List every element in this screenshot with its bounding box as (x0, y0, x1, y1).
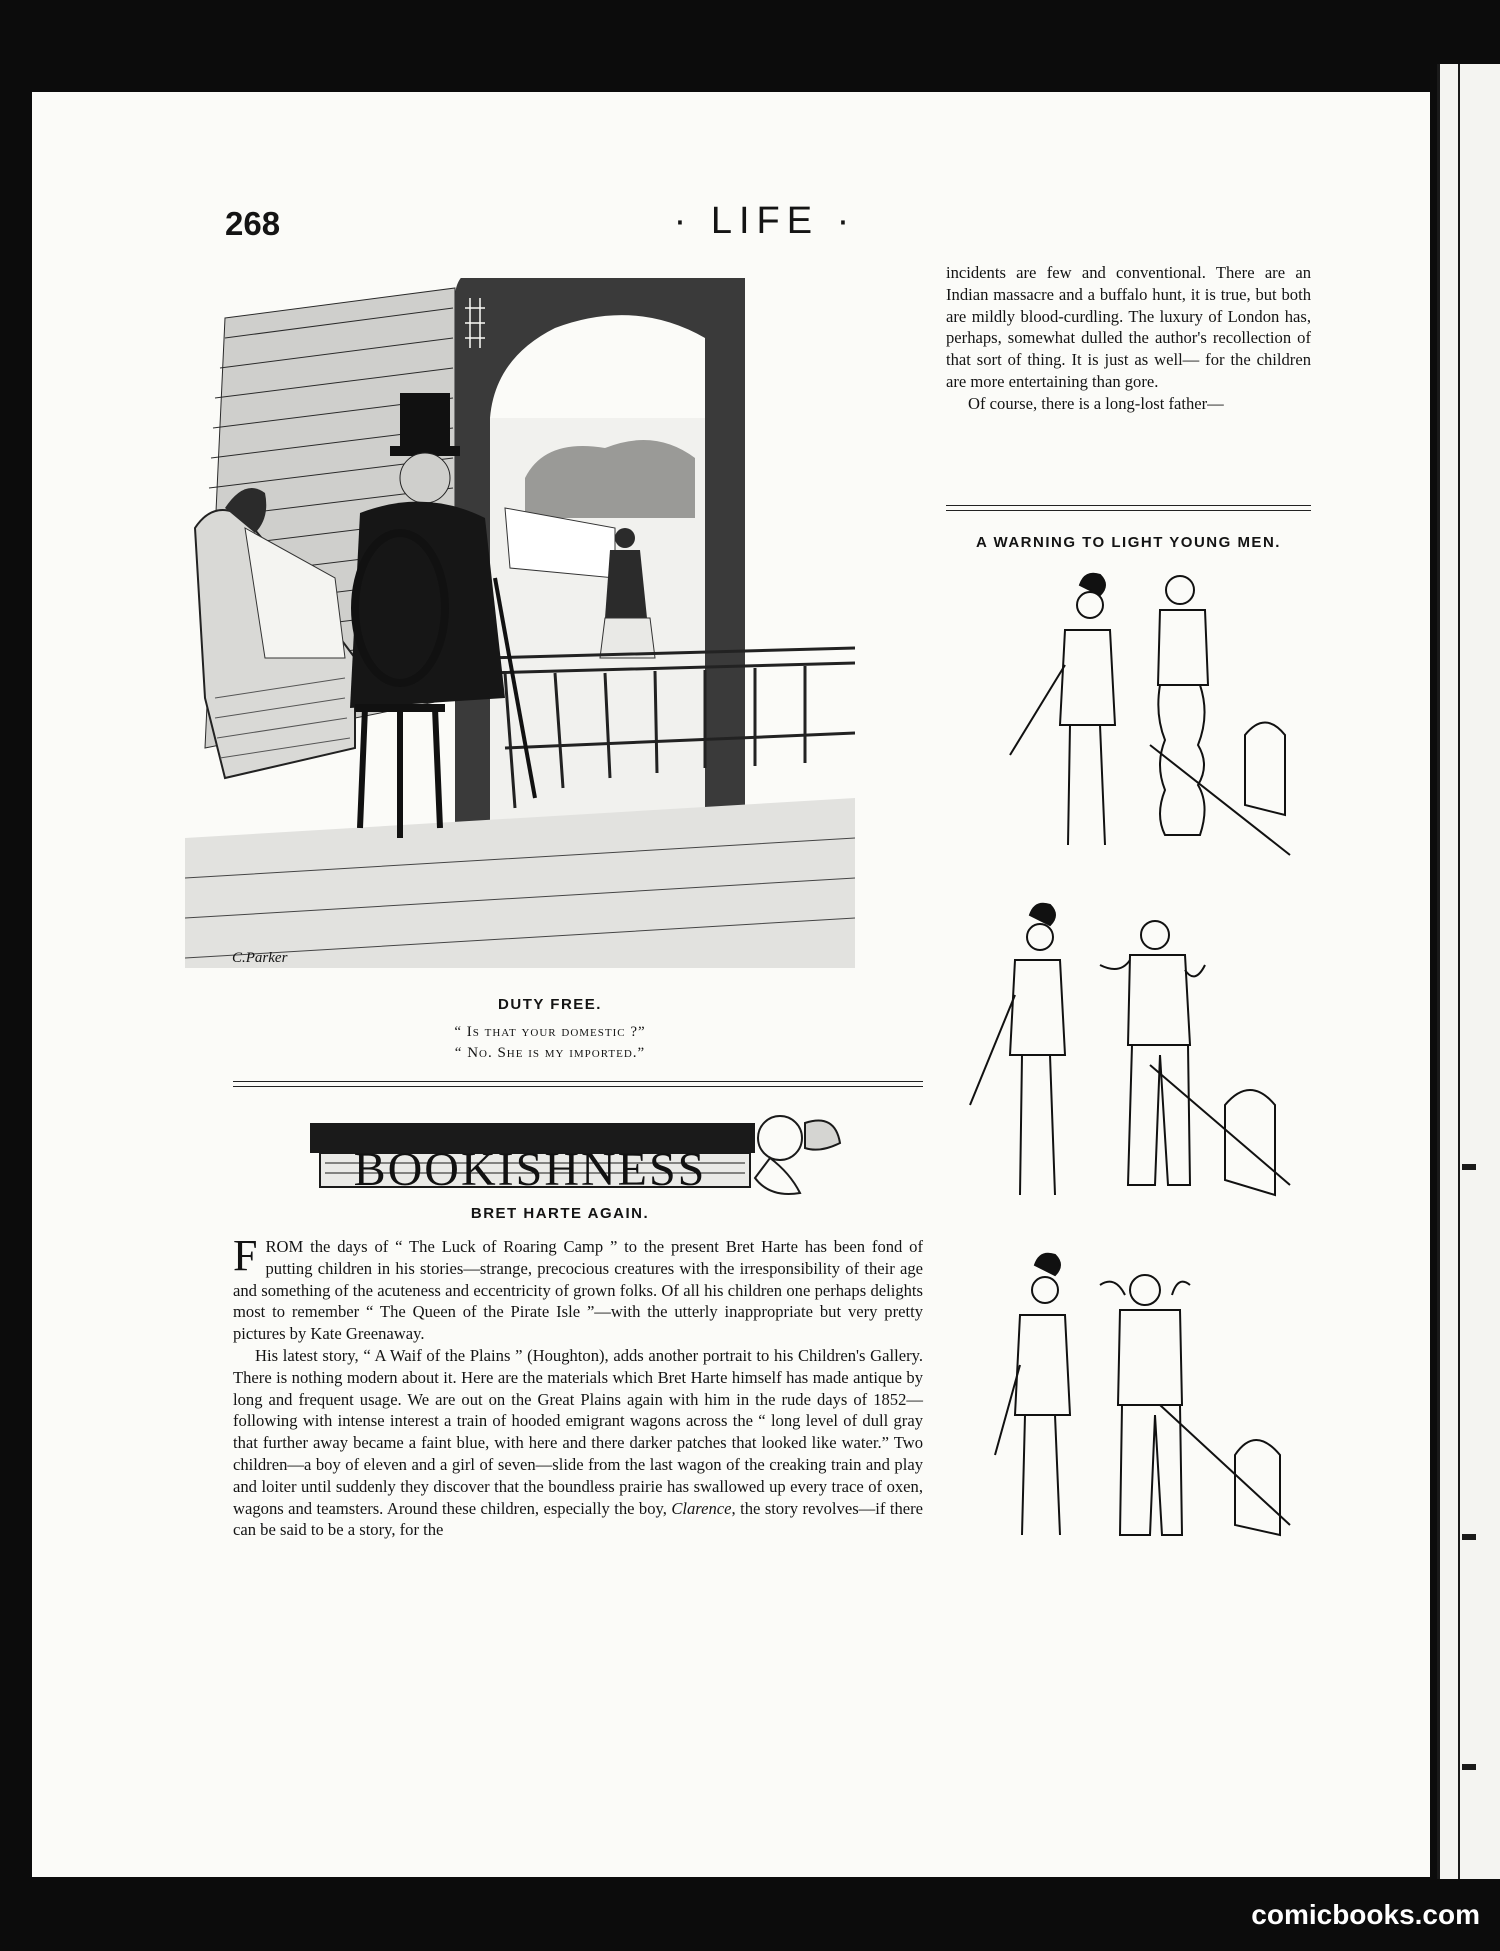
article-paragraph (233, 1345, 923, 1541)
section-divider (946, 505, 1311, 511)
watermark: comicbooks.com (1251, 1899, 1480, 1930)
article-paragraph-text: His latest story, “ A Waif of the Plains ” (Houghton), adds another portrait to his Children's Gallery. There is nothing modern about it. Here are the materials which Bret Harte himself has made antique by long and frequent usage. We are out on the Great Plains again with him in the rude days of 1852—following with intense interest a train of hooded emigrant wagons across the “ long level of dull gray that further away became a faint blue, with here and there darker patches that looked like water.” Two children—a boy of eleven and a girl of seven—slide from the last wagon of the creaking train and play and loiter until suddenly they discover that the boundless prairie has swallowed up every trace of oxen, wagons and teamsters. Around these children, especially the boy, (233, 1345, 923, 1518)
bookishness-article (233, 1231, 923, 1541)
cartoon-dialogue-line: “ No. She is my imported.” (454, 1045, 646, 1061)
warning-cartoon-panels (950, 565, 1310, 1565)
column-paragraph: Of course, there is a long-lost father— (968, 393, 1224, 413)
article-paragraph (233, 1231, 923, 1345)
cartoon-dialogue-line: “ Is that your domestic ?” (454, 1024, 646, 1040)
character-name: Clarence (671, 1498, 732, 1518)
page-edge-mark (1462, 1764, 1476, 1770)
magazine-title: · LIFE · (673, 200, 857, 242)
page-number: 268 (225, 205, 281, 242)
artist-signature: C.Parker (232, 950, 288, 966)
bookishness-banner-text: BOOKISHNESS (353, 1143, 707, 1196)
section-divider (233, 1081, 923, 1087)
cartoon-panel (1010, 574, 1290, 855)
article-headline: BRET HARTE AGAIN. (470, 1205, 650, 1222)
article-paragraph-text: , the story revolves—if there can be said to be a story, for the (233, 1498, 923, 1540)
adjacent-page-edge (1437, 64, 1500, 1879)
page-edge-mark (1462, 1164, 1476, 1170)
cartoon-panel (995, 1254, 1290, 1535)
page-edge-mark (1462, 1534, 1476, 1540)
bookishness-banner (300, 1103, 845, 1203)
cartoon-panel (970, 904, 1290, 1195)
cartoon-caption-title: DUTY FREE. (498, 996, 602, 1013)
warning-cartoon-title: A WARNING TO LIGHT YOUNG MEN. (976, 534, 1281, 551)
continued-column (946, 262, 1311, 415)
column-paragraph: incidents are few and conventional. There are an Indian massacre and a buffalo hunt, it is true, but both are mildly blood-curdling. The luxury of London has, perhaps, somewhat dulled the author's recollection of that sort of thing. It is just as well— for the children are more entertaining than gore. (946, 263, 1311, 391)
page-spine-line (1458, 64, 1460, 1879)
drop-cap: F (233, 1231, 258, 1280)
article-paragraph-text: ROM the days of “ The Luck of Roaring Camp ” to the present Bret Harte has been fond of putting children in his stories—strange, precocious creatures with the irresponsibility of their age and something of the acuteness and eccentricity of grown folks. Of all his children one perhaps delights most to remember “ The Queen of the Pirate Isle ”—with the utterly inappropriate but very pretty pictures by Kate Greenaway. (233, 1237, 923, 1344)
duty-free-illustration (185, 278, 855, 968)
